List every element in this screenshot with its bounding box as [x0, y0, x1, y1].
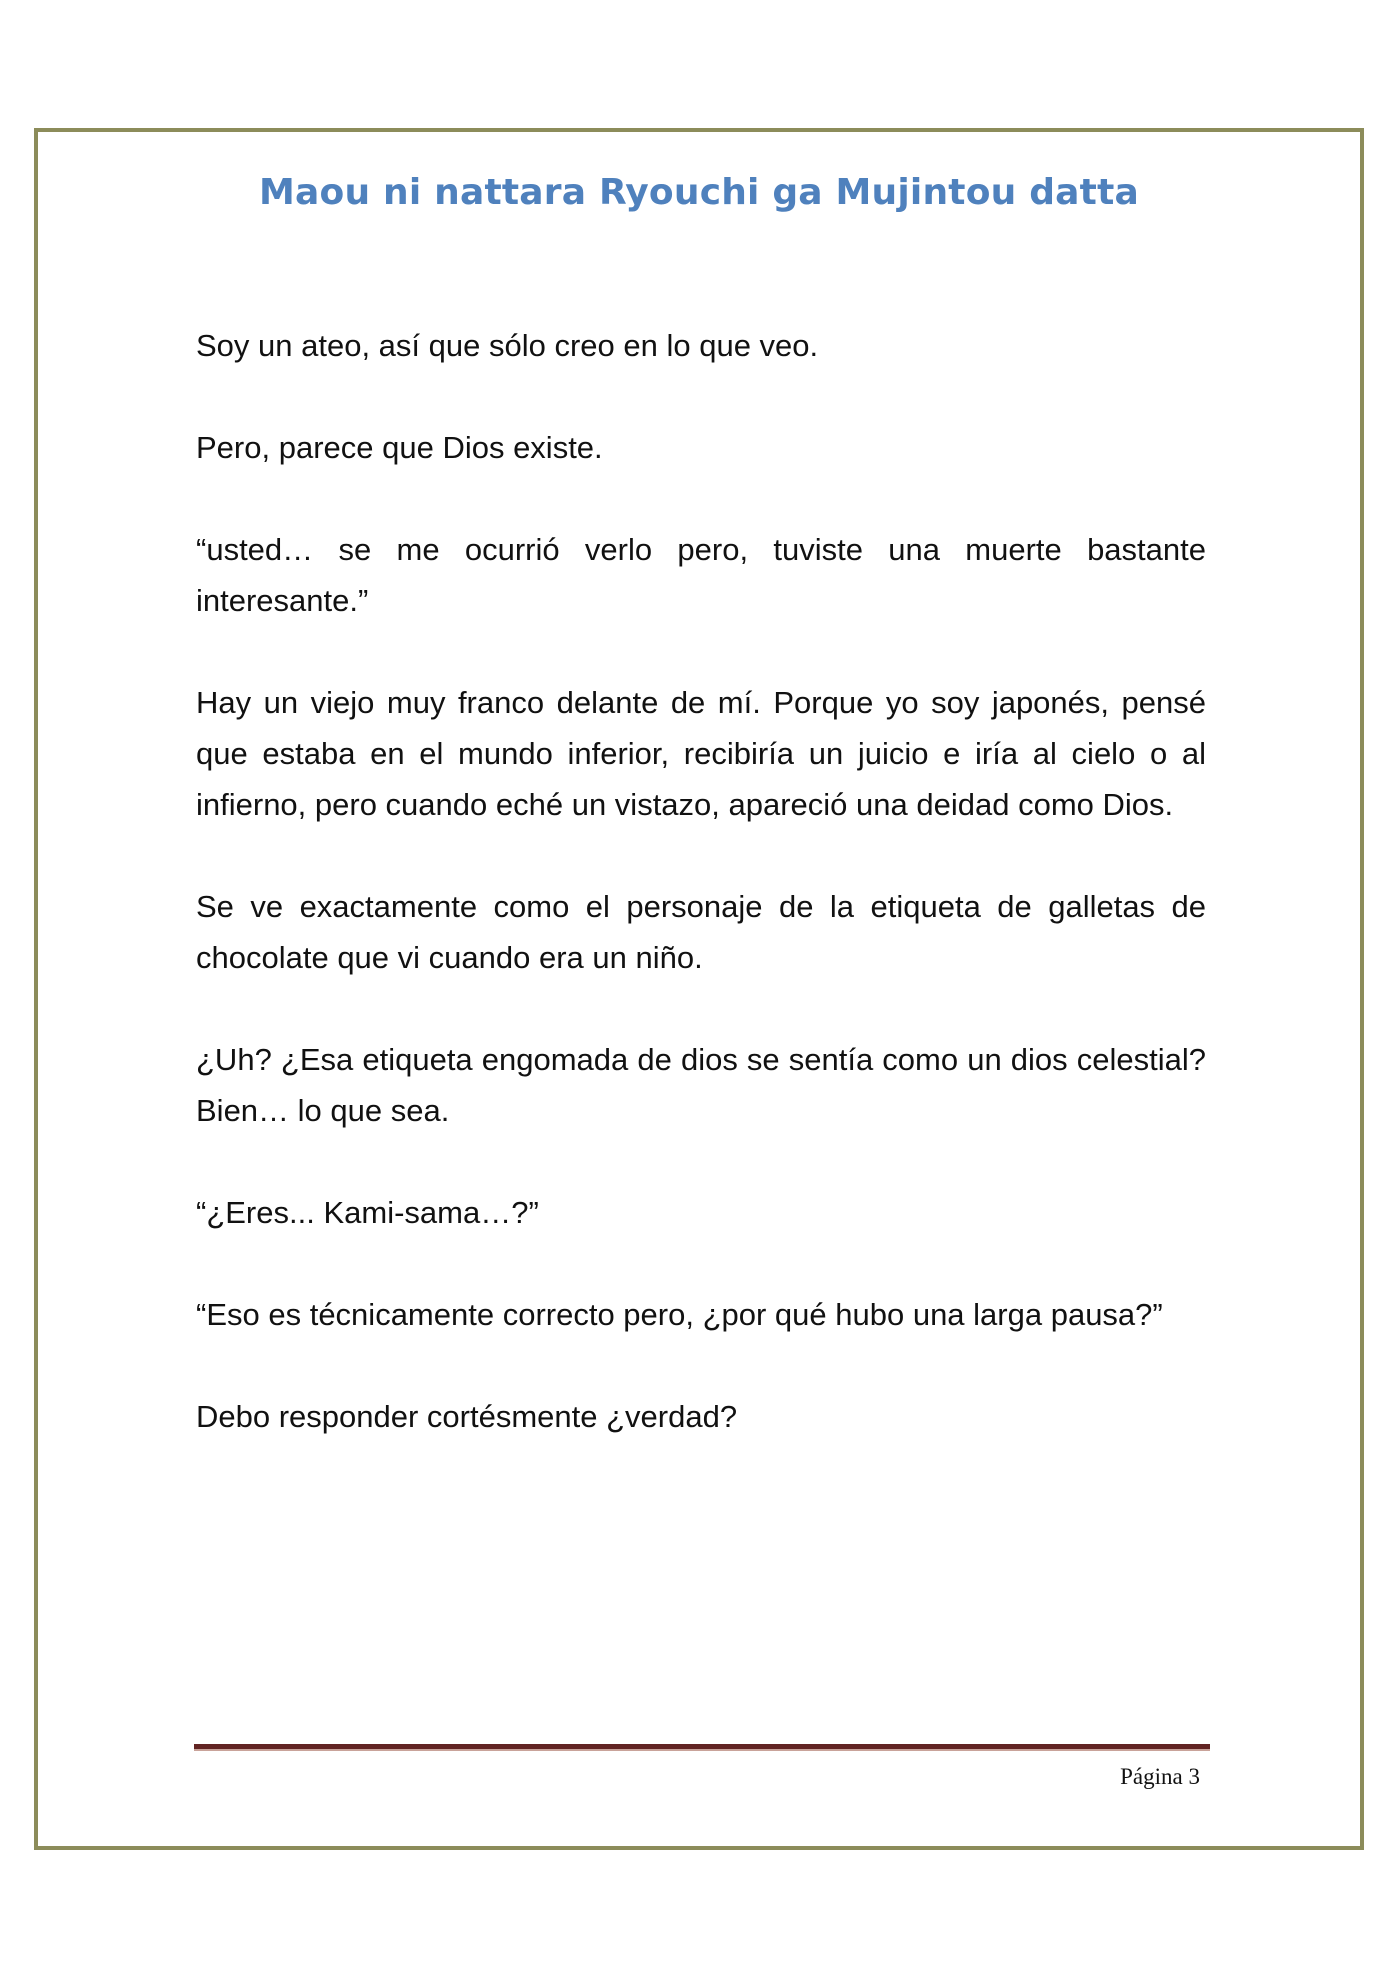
paragraph: “usted… se me ocurrió verlo pero, tuviste una muerte bastante interesante.”	[196, 532, 1206, 618]
page-number: Página 3	[1120, 1764, 1200, 1789]
paragraph: “¿Eres... Kami-sama…?”	[196, 1195, 539, 1230]
paragraph: Hay un viejo muy franco delante de mí. Porque yo soy japonés, pensé que estaba en el mundo inferior, recibiría un juicio e iría al cielo o al infierno, pero cuando eché un vistazo, apareció una deidad como Dios.	[196, 685, 1206, 822]
footer-divider	[194, 1744, 1210, 1751]
paragraph: Se ve exactamente como el personaje de la etiqueta de galletas de chocolate que vi cuando era un niño.	[196, 889, 1206, 975]
paragraph: Debo responder cortésmente ¿verdad?	[196, 1399, 738, 1434]
paragraph: Soy un ateo, así que sólo creo en lo que veo.	[196, 328, 819, 363]
document-body	[196, 320, 1206, 1493]
paragraph: “Eso es técnicamente correcto pero, ¿por qué hubo una larga pausa?”	[196, 1297, 1163, 1332]
document-title: Maou ni nattara Ryouchi ga Mujintou datta	[259, 172, 1139, 213]
paragraph: ¿Uh? ¿Esa etiqueta engomada de dios se sentía como un dios celestial? Bien… lo que sea.	[196, 1042, 1206, 1128]
page-frame	[34, 128, 1364, 1850]
paragraph: Pero, parece que Dios existe.	[196, 430, 603, 465]
